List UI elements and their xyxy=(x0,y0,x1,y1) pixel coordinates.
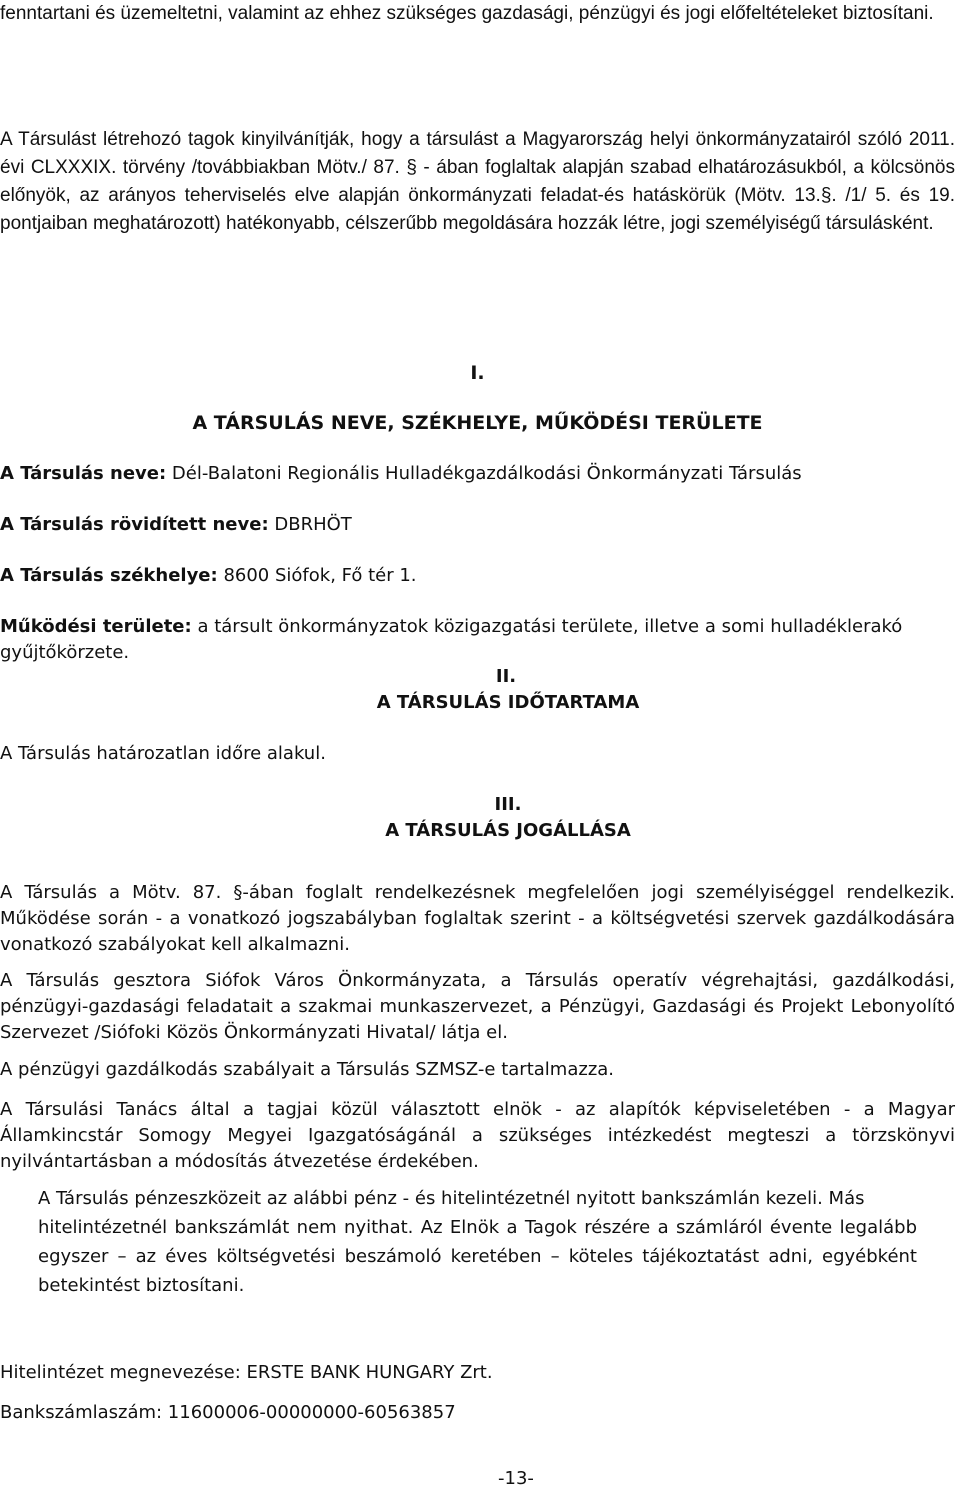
section-1-number: I. xyxy=(470,362,485,384)
bank-account-paragraph-first-line: A Társulás pénzeszközeit az alábbi pénz - és hitelintézetnél nyitott bankszámlán kezeli. Más xyxy=(38,1188,865,1209)
section-1-title: A TÁRSULÁS NEVE, SZÉKHELYE, MŰKÖDÉSI TERÜLETE xyxy=(192,412,763,434)
page-number: -13- xyxy=(498,1468,534,1489)
bank-institution: Hitelintézet megnevezése: ERSTE BANK HUNGARY Zrt. xyxy=(0,1362,493,1383)
intro-paragraph-1: fenntartani és üzemeltetni, valamint az ehhez szükséges gazdasági, pénzügyi és jogi előfeltételeket biztosítani. xyxy=(0,3,934,24)
association-seat-value: 8600 Siófok, Fő tér 1. xyxy=(223,565,417,586)
legal-status-paragraph-1: A Társulás a Mötv. 87. §-ában foglalt rendelkezésnek megfelelően jogi személyiséggel rendelkezik. Működése során - a vonatkozó jogszabályban foglaltak szerint - a költségvetési szervek gazdálkodására vonatkozó szabályokat kell alkalmazni. xyxy=(0,882,955,955)
legal-status-paragraph-4: A Társulási Tanács által a tagjai közül választott elnök - az alapítók képviseletében - a Magyar Államkincstár Somogy Megyei Igazgatóságánál a szükséges intézkedést megteszi a törzskönyvi nyilvántartásban a módosítás átvezetése érdekében. xyxy=(0,1099,955,1172)
operating-area-value: a társult önkormányzatok közigazgatási területe, illetve a somi hulladéklerakó gyűjtőkörzete. xyxy=(0,616,903,663)
section-2-number: II. xyxy=(495,666,517,687)
association-seat-label: A Társulás székhelye: xyxy=(0,565,218,586)
association-short-name-label: A Társulás rövidített neve: xyxy=(0,514,269,535)
association-seat-row xyxy=(0,563,417,589)
section-3-number: III. xyxy=(494,794,522,815)
bank-account-number: Bankszámlaszám: 11600006-00000000-60563857 xyxy=(0,1402,456,1423)
association-name-label: A Társulás neve: xyxy=(0,463,167,484)
bank-account-paragraph-rest: hitelintézetnél bankszámlát nem nyithat. Az Elnök a Tagok részére a számláról évente legalább egyszer – az éves költségvetési beszámoló keretében – köteles tájékoztatást adni, egyébként betekintést biztosítani. xyxy=(38,1217,917,1296)
bank-account-paragraph xyxy=(38,1184,955,1300)
intro-paragraph-2: A Társulást létrehozó tagok kinyilvánítják, hogy a társulást a Magyarország helyi önkormányzatairól szóló 2011. évi CLXXXIX. törvény /továbbiakban Mötv./ 87. § - ában foglaltak alapján szabad elhatározásukból, a kölcsönös előnyök, az arányos teherviselés elve alapján önkormányzati feladat-és hatáskörük (Mötv. 13.§. /1/ 5. és 19. pontjaiban meghatározott) hatékonyabb, célszerűbb megoldására hozzák létre, jogi személyiségű társulásként. xyxy=(0,129,955,234)
section-3-title: A TÁRSULÁS JOGÁLLÁSA xyxy=(385,820,631,841)
association-name-row xyxy=(0,461,802,487)
association-name-value: Dél-Balatoni Regionális Hulladékgazdálkodási Önkormányzati Társulás xyxy=(171,463,802,484)
association-short-name-row xyxy=(0,512,352,538)
section-2-text: A Társulás határozatlan időre alakul. xyxy=(0,743,326,764)
operating-area-paragraph xyxy=(0,614,955,666)
operating-area-label: Működési területe: xyxy=(0,616,192,637)
legal-status-paragraph-3: A pénzügyi gazdálkodás szabályait a Társulás SZMSZ-e tartalmazza. xyxy=(0,1059,615,1080)
section-2-title: A TÁRSULÁS IDŐTARTAMA xyxy=(376,692,640,713)
association-short-name-value: DBRHÖT xyxy=(274,514,352,535)
legal-status-paragraph-2: A Társulás gesztora Siófok Város Önkormányzata, a Társulás operatív végrehajtási, gazdálkodási, pénzügyi-gazdasági feladatait a szakmai munkaszervezet, a Pénzügyi, Gazdasági és Projekt Lebonyolító Szervezet /Siófoki Közös Önkormányzati Hivatal/ látja el. xyxy=(0,970,955,1043)
